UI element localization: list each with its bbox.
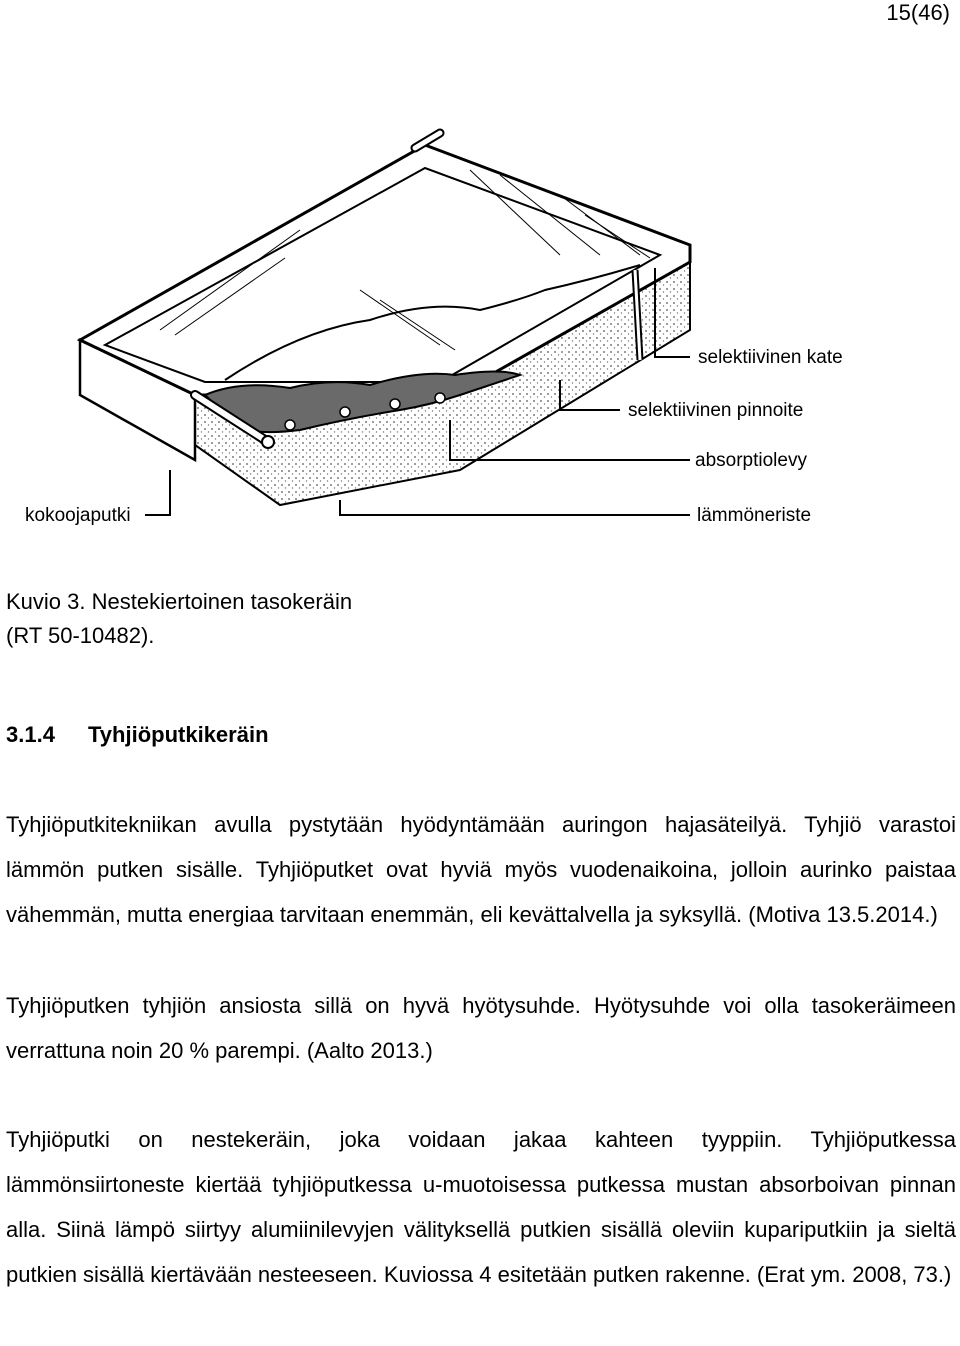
flat-plate-collector-illustration bbox=[0, 120, 960, 540]
paragraph-2: Tyhjiöputken tyhjiön ansiosta sillä on hyvä hyötysuhde. Hyötysuhde voi olla tasokeräimeen verrattuna noin 20 % parempi. (Aalto 2013.) bbox=[6, 993, 956, 1063]
label-selektiivinen-kate: selektiivinen kate bbox=[698, 347, 843, 368]
caption-line-2: (RT 50-10482). bbox=[6, 623, 155, 648]
section-heading bbox=[6, 722, 269, 748]
section-title: Tyhjiöputkikeräin bbox=[88, 722, 269, 747]
label-lammoneriste: lämmöneriste bbox=[697, 505, 812, 526]
paragraph-3: Tyhjiöputki on nestekeräin, joka voidaan jakaa kahteen tyyppiin. Tyhjiöputkessa lämmönsiirtoneste kiertää tyhjiöputkessa u-muotoisessa putkessa mustan absorboivan pinnan alla. Siinä lämpö siirtyy alumiinilevyjen välityksellä putkien sisällä oleviin kupariputkiin ja sieltä putkien sisällä kiertävään nesteeseen. Kuviossa 4 esitetään putken rakenne. (Erat ym. 2008, 73.) bbox=[6, 1127, 956, 1287]
figure-caption bbox=[6, 585, 352, 653]
collector-figure bbox=[0, 120, 960, 540]
page-number: 15(46) bbox=[886, 0, 950, 25]
section-number: 3.1.4 bbox=[6, 722, 55, 747]
label-kokoojaputki: kokoojaputki bbox=[25, 505, 131, 526]
label-absorptiolevy: absorptiolevy bbox=[695, 450, 807, 471]
caption-line-1: Kuvio 3. Nestekiertoinen tasokeräin bbox=[6, 589, 353, 614]
label-selektiivinen-pinnoite: selektiivinen pinnoite bbox=[628, 400, 804, 421]
paragraph-1: Tyhjiöputkitekniikan avulla pystytään hyödyntämään auringon hajasäteilyä. Tyhjiö varastoi lämmön putken sisälle. Tyhjiöputket ovat hyviä myös vuodenaikoina, jolloin aurinko paistaa vähemmän, mutta energiaa tarvitaan enemmän, eli kevättalvella ja syksyllä. (Motiva 13.5.2014.) bbox=[6, 812, 956, 927]
